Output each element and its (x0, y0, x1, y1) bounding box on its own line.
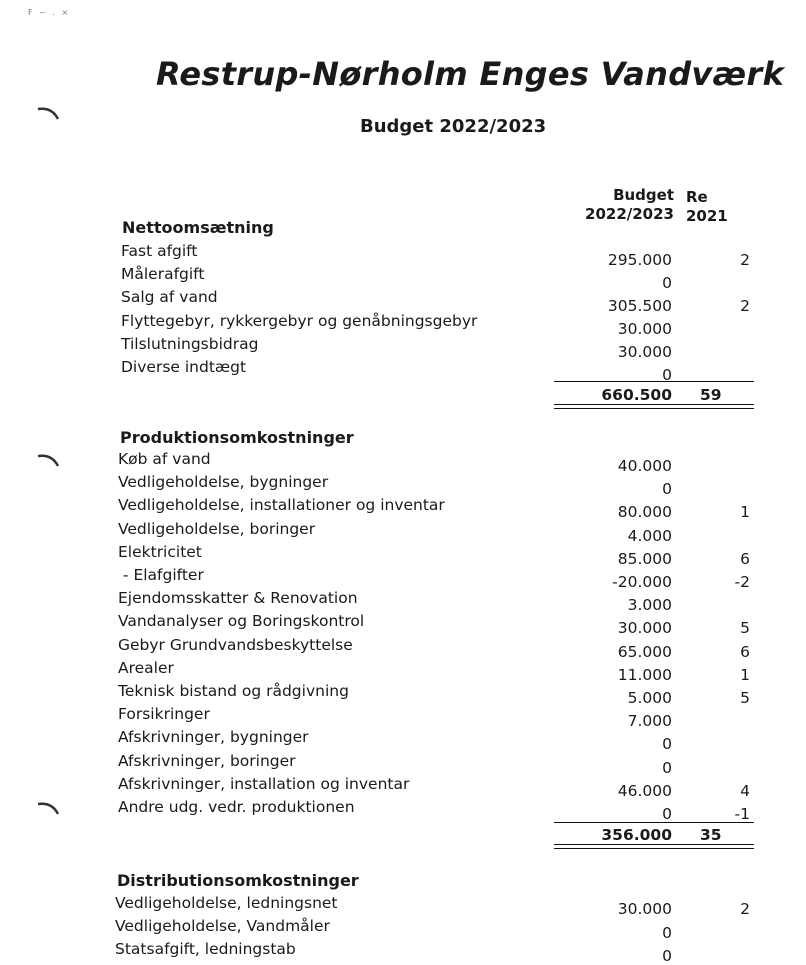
document-subtitle: Budget 2022/2023 (360, 116, 547, 137)
column-header-budget-line1: Budget (613, 186, 674, 204)
row-label: Elektricitet (118, 542, 202, 561)
row-label: Afskrivninger, installation og inventar (118, 774, 410, 793)
row-value-budget: 0 (662, 366, 672, 384)
row-label: Vedligeholdelse, bygninger (118, 473, 329, 492)
row-label: Vedligeholdelse, installationer og inventar (118, 496, 445, 515)
row-label: Salg af vand (121, 288, 218, 307)
row-value-prior: 4 (740, 781, 750, 800)
subtotal-line (554, 822, 754, 823)
row-label: Vedligeholdelse, boringer (118, 519, 316, 538)
row-value-budget: 0 (662, 923, 672, 942)
document-title: Restrup-Nørholm Enges Vandværk (156, 55, 785, 93)
row-value-budget: 295.000 (607, 251, 672, 269)
row-label: Køb af vand (118, 450, 211, 468)
row-value-budget: 305.500 (607, 297, 672, 315)
row-value-budget: 46.000 (617, 781, 672, 800)
row-value-prior: 2 (740, 251, 750, 269)
row-label: Arealer (118, 658, 174, 677)
section-title-distribution: Distributionsomkostninger (117, 871, 359, 890)
column-header-regnskab-line2: 2021 (686, 207, 728, 225)
row-value-budget: 11.000 (617, 665, 672, 684)
subtotal-line (554, 381, 754, 382)
row-value-prior: 2 (740, 297, 750, 315)
total-produktion: 356.000 (601, 826, 672, 844)
column-header-budget-line2: 2022/2023 (585, 205, 674, 223)
section-title-nettoomsaetning: Nettoomsætning (122, 218, 274, 237)
row-value-budget: 85.000 (617, 549, 672, 568)
row-value-budget: 30.000 (617, 900, 672, 918)
scan-mark: F ~ . × (28, 8, 71, 17)
row-value-budget: 30.000 (617, 619, 672, 638)
row-value-budget: 0 (662, 735, 672, 754)
row-value-prior: -2 (734, 573, 750, 591)
row-label: Afskrivninger, boringer (118, 751, 296, 770)
row-value-budget: 3.000 (627, 596, 672, 615)
total-nettoomsaetning-prior: 59 (700, 386, 722, 404)
total-double-underline (554, 404, 754, 409)
row-value-budget: 65.000 (617, 642, 672, 661)
row-label: Vandanalyser og Boringskontrol (118, 612, 365, 631)
total-produktion-prior: 35 (700, 826, 722, 844)
row-value-budget: 0 (662, 947, 672, 965)
row-label: Diverse indtægt (121, 358, 247, 376)
row-value-prior: 1 (740, 665, 750, 684)
punch-hole-mark-bottom (36, 800, 60, 822)
row-value-prior: 1 (740, 503, 750, 522)
row-label: Ejendomsskatter & Renovation (118, 589, 358, 608)
row-label: - Elafgifter (118, 566, 204, 584)
column-header-regnskab (686, 188, 806, 226)
row-label: Teknisk bistand og rådgivning (118, 682, 349, 700)
row-value-budget: 0 (662, 480, 672, 499)
row-value-prior: 5 (740, 689, 750, 707)
row-value-prior: 6 (740, 642, 750, 661)
row-value-budget: -20.000 (612, 573, 672, 591)
row-label: Vedligeholdelse, Vandmåler (115, 917, 330, 935)
row-value-budget: 30.000 (617, 343, 672, 361)
row-label: Vedligeholdelse, ledningsnet (115, 894, 338, 912)
row-label: Fast afgift (121, 242, 198, 260)
total-nettoomsaetning: 660.500 (601, 386, 672, 404)
row-label: Målerafgift (121, 265, 205, 284)
row-label: Tilslutningsbidrag (121, 334, 259, 353)
column-header-budget (560, 186, 674, 224)
row-value-prior: -1 (734, 805, 750, 823)
row-value-budget: 7.000 (627, 712, 672, 731)
column-header-regnskab-line1: Re (686, 188, 708, 206)
row-value-prior: 5 (740, 619, 750, 638)
punch-hole-mark-top (36, 105, 60, 127)
row-label: Flyttegebyr, rykkergebyr og genåbningsgebyr (121, 311, 478, 330)
row-label: Statsafgift, ledningstab (115, 940, 296, 958)
punch-hole-mark-middle (36, 452, 60, 474)
row-value-budget: 40.000 (617, 457, 672, 475)
row-value-prior: 6 (740, 549, 750, 568)
row-label: Forsikringer (118, 705, 210, 724)
row-value-budget: 0 (662, 805, 672, 823)
row-value-budget: 5.000 (627, 689, 672, 707)
row-label: Andre udg. vedr. produktionen (118, 798, 355, 816)
row-value-budget: 0 (662, 274, 672, 292)
row-value-budget: 4.000 (627, 526, 672, 545)
row-label: Afskrivninger, bygninger (118, 728, 309, 747)
row-value-budget: 80.000 (617, 503, 672, 522)
row-value-budget: 30.000 (617, 320, 672, 338)
total-double-underline (554, 844, 754, 849)
section-title-produktion: Produktionsomkostninger (120, 428, 354, 447)
row-value-prior: 2 (740, 900, 750, 918)
row-value-budget: 0 (662, 758, 672, 777)
row-label: Gebyr Grundvandsbeskyttelse (118, 635, 353, 654)
